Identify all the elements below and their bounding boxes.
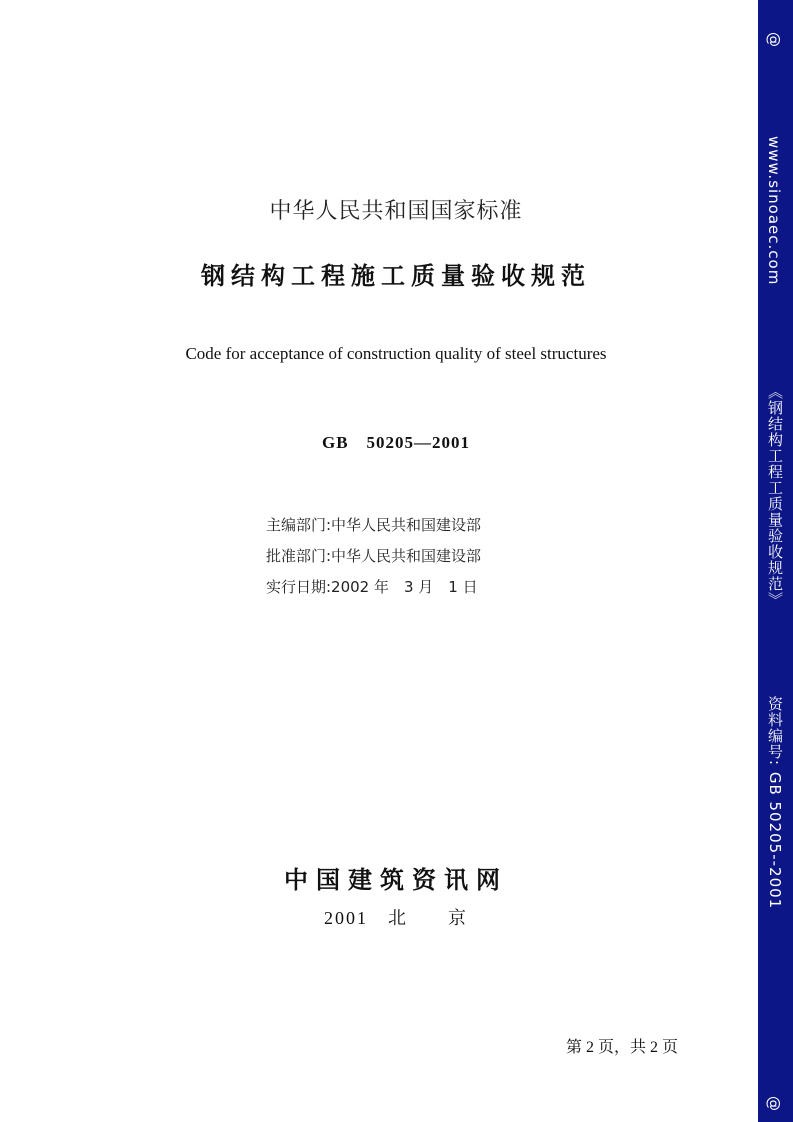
sidebar-at-symbol-bottom: @ (765, 1096, 783, 1111)
right-sidebar (758, 0, 793, 1122)
sidebar-document-code: 资料编号: GB 50205--2001 (766, 696, 784, 910)
english-title: Code for acceptance of construction quality of steel structures (185, 344, 607, 363)
document-title: 钢结构工程施工质量验收规范 (201, 262, 591, 290)
standard-code: GB 50205—2001 (321, 433, 471, 452)
sidebar-document-name: 《钢结构工程工质量验收规范》 (766, 384, 784, 608)
page-number: 第 2 页，共 2 页 (566, 1039, 679, 1056)
editor-department: 主编部门:中华人民共和国建设部 (266, 516, 482, 534)
standard-title: 中华人民共和国国家标准 (269, 199, 523, 224)
effective-date: 实行日期:2002 年 3 月 1 日 (266, 578, 478, 596)
sidebar-at-symbol-top: @ (765, 32, 783, 47)
approval-department: 批准部门:中华人民共和国建设部 (266, 547, 482, 565)
document-meta (266, 510, 566, 603)
sidebar-url: www.sinoaec.com (765, 136, 783, 286)
publisher-name: 中国建筑资讯网 (284, 866, 508, 894)
publication-place: 2001 北 京 (324, 908, 468, 928)
